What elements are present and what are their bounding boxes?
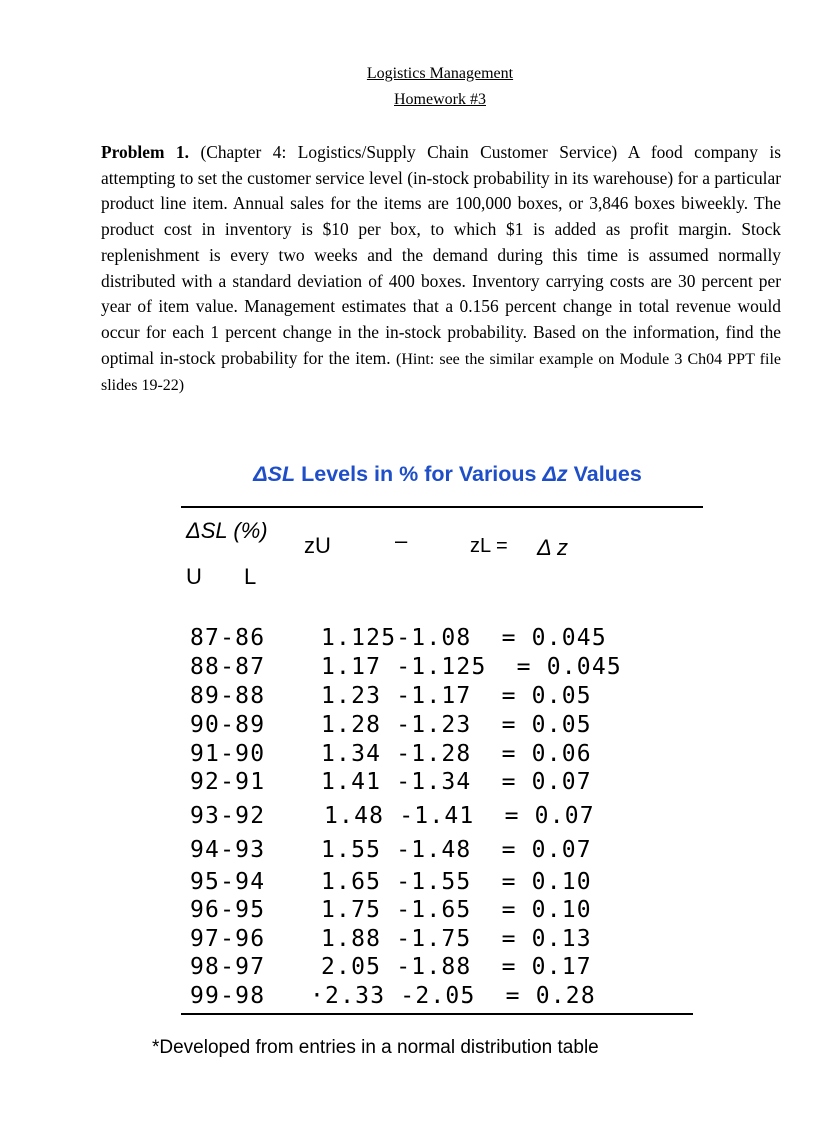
header-zl: zL = <box>470 535 508 557</box>
table-bottom-rule <box>181 1013 693 1015</box>
problem-text: (Chapter 4: Logistics/Supply Chain Customer Service) A food company is attempting to set the customer service level (in-stock probability in its warehouse) for a particular product line item. Annual sales for the items are 100,000 boxes, or 3,846 boxes biweekly. The product cost in inventory is $10 per box, to which $1 is added as profit margin. Stock replenishment is every two weeks and the demand during this time is assumed normally distributed with a standard deviation of 400 boxes. Inventory carrying costs are 30 percent per year of item value. Management estimates that a 0.156 percent change in total revenue would occur for each 1 percent change in the in-stock probability. Based on the information, find the optimal in-stock probability for the item. <box>101 142 781 368</box>
sl-range-cell: 89-88 <box>190 683 266 709</box>
problem-hint: (Hint: see the similar example on Module 3 Ch04 PPT file slides 19-22) <box>101 350 781 395</box>
course-title: Logistics Management <box>366 65 514 82</box>
sl-range-cell: 99-98 <box>190 983 266 1009</box>
sl-range-cell: 88-87 <box>190 654 266 680</box>
delta-z-calc-cell: 1.34 -1.28 = 0.06 <box>321 741 592 767</box>
delta-z-calc-cell: 1.65 -1.55 = 0.10 <box>321 869 592 895</box>
sl-range-cell: 91-90 <box>190 741 266 767</box>
delta-z-calc-cell: 1.75 -1.65 = 0.10 <box>321 897 592 923</box>
delta-z-calc-cell: 1.28 -1.23 = 0.05 <box>321 712 592 738</box>
header-u: U <box>186 564 202 589</box>
sl-range-cell: 97-96 <box>190 926 266 952</box>
delta-z-calc-cell: 1.23 -1.17 = 0.05 <box>321 683 592 709</box>
sl-range-cell: 92-91 <box>190 769 266 795</box>
delta-z-calc-cell: ·2.33 -2.05 = 0.28 <box>310 983 596 1009</box>
sl-range-cell: 87-86 <box>190 625 266 651</box>
sl-range-cell: 95-94 <box>190 869 266 895</box>
sl-range-cell: 94-93 <box>190 837 266 863</box>
table-footnote: *Developed from entries in a normal distribution table <box>152 1037 599 1058</box>
header-zu: zU <box>304 533 331 558</box>
header-minus: – <box>395 528 408 553</box>
delta-z-calc-cell: 1.88 -1.75 = 0.13 <box>321 926 592 952</box>
delta-z-calc-cell: 1.17 -1.125 = 0.045 <box>321 654 622 680</box>
sl-range-cell: 98-97 <box>190 954 266 980</box>
problem-statement <box>101 140 781 399</box>
sl-range-cell: 96-95 <box>190 897 266 923</box>
delta-z-calc-cell: 2.05 -1.88 = 0.17 <box>321 954 592 980</box>
header-delta-z: Δ z <box>537 535 569 560</box>
table-title: ΔSL Levels in % for Various Δz Values <box>253 462 642 486</box>
header-l: L <box>244 564 257 589</box>
delta-z-calc-cell: 1.55 -1.48 = 0.07 <box>321 837 592 863</box>
problem-label: Problem 1. <box>101 142 189 162</box>
sl-range-cell: 90-89 <box>190 712 266 738</box>
delta-z-calc-cell: 1.125-1.08 = 0.045 <box>321 625 607 651</box>
sl-range-cell: 93-92 <box>190 803 266 829</box>
delta-z-calc-cell: 1.41 -1.34 = 0.07 <box>321 769 592 795</box>
table-top-rule <box>181 506 703 508</box>
delta-z-calc-cell: 1.48 -1.41 = 0.07 <box>324 803 595 829</box>
header-delta-sl: ΔSL (%) <box>186 518 268 543</box>
homework-title: Homework #3 <box>394 91 486 108</box>
